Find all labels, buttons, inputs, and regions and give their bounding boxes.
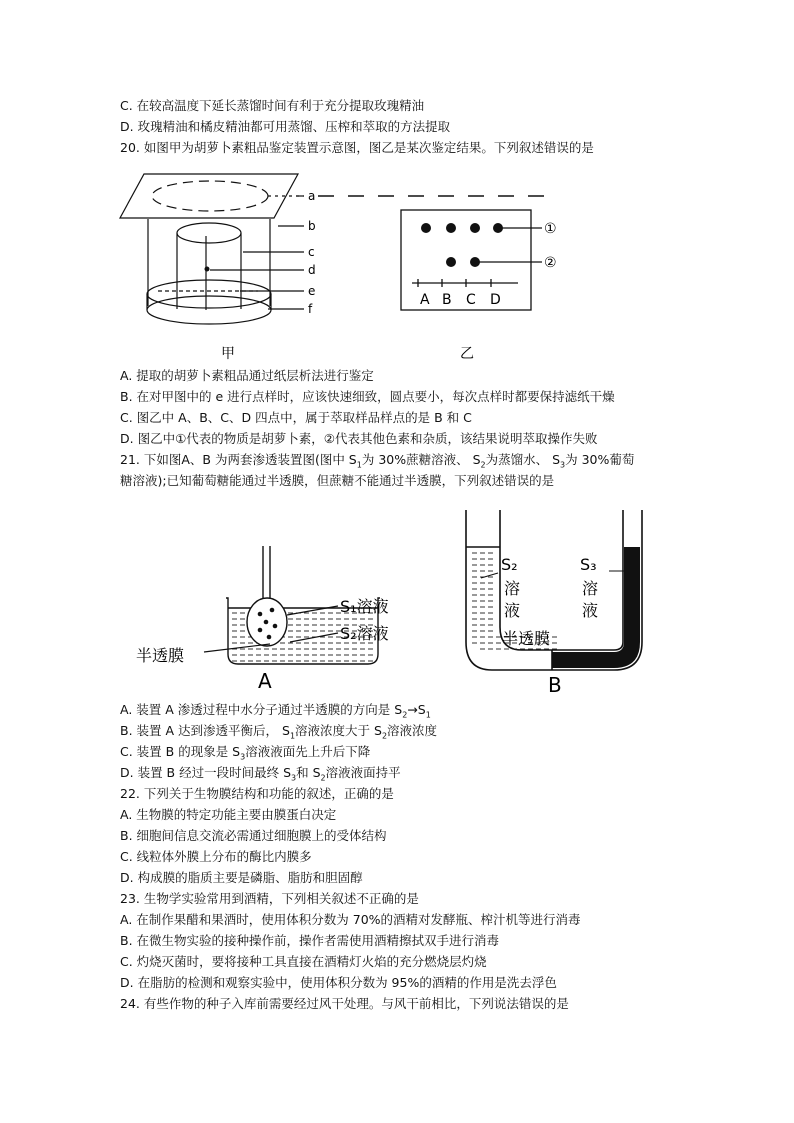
option-d-line: D. 玫瑰精油和橘皮精油都可用蒸馏、压榨和萃取的方法提取 [120, 119, 451, 134]
label-b: b [308, 219, 316, 233]
rong-label-b1: 溶 [504, 579, 521, 598]
option-22c: C. 线粒体外膜上分布的酶比内膜多 [120, 849, 312, 864]
jia-caption: 甲 [221, 346, 235, 362]
point-label-a: A [420, 292, 430, 308]
apparatus-b [466, 510, 642, 670]
s2-label-b: S₂ [501, 555, 518, 574]
option-20a: A. 提取的胡萝卜素粗品通过纸层析法进行鉴定 [120, 368, 374, 383]
label-e: e [308, 284, 316, 298]
option-c-line: C. 在较高温度下延长蒸馏时间有利于充分提取玫瑰精油 [120, 98, 425, 113]
ye-label-b2: 液 [582, 601, 599, 620]
apparatus-b-caption: B [548, 673, 562, 694]
membrane-b-label: 半透膜 [502, 629, 551, 648]
question-20: 20. 如图甲为胡萝卜素粗品鉴定装置示意图，图乙是某次鉴定结果。下列叙述错误的是 [120, 140, 594, 155]
option-22d: D. 构成膜的脂质主要是磷脂、脂肪和胆固醇 [120, 870, 363, 885]
membrane-a-label: 半透膜 [136, 646, 185, 665]
label-d: d [308, 263, 316, 277]
s3-label-b: S₃ [580, 555, 597, 574]
point-label-b: B [442, 292, 452, 308]
s2-solution-label: S₂溶液 [340, 624, 389, 643]
point-label-c: C [466, 292, 476, 308]
option-21b: B. 装置 A 达到渗透平衡后， $S_1$溶液浓度大于 $S_2$溶液浓度 [120, 723, 438, 741]
option-22b: B. 细胞间信息交流必需通过细胞膜上的受体结构 [120, 828, 387, 843]
s1-solution-label: S₁溶液 [340, 597, 389, 616]
option-20d: D. 图乙中①代表的物质是胡萝卜素，②代表其他色素和杂质，该结果说明萃取操作失败 [120, 431, 598, 446]
question-22: 22. 下列关于生物膜结构和功能的叙述，正确的是 [120, 786, 394, 801]
apparatus-a-caption: A [258, 669, 272, 693]
label-f: f [308, 302, 313, 316]
option-23d: D. 在脂肪的检测和观察实验中，使用体积分数为 95%的酒精的作用是洗去浮色 [120, 975, 557, 990]
yi-caption: 乙 [460, 346, 474, 362]
option-22a: A. 生物膜的特定功能主要由膜蛋白决定 [120, 807, 337, 822]
option-21d: D. 装置 B 经过一段时间最终 $S_3$和 $S_2$溶液液面持平 [120, 765, 401, 783]
question-21-line2: 糖溶液);已知葡萄糖能通过半透膜，但蔗糖不能通过半透膜，下列叙述错误的是 [120, 473, 555, 488]
option-21a: A. 装置 A 渗透过程中水分子通过半透膜的方向是 $S_2\to S_1$ [120, 702, 431, 720]
label-a: a [308, 189, 316, 203]
label-c: c [308, 245, 315, 259]
point-label-d: D [490, 292, 501, 308]
question-21: 21. 下如图A、B 为两套渗透装置图(图中 $S_1$为 30%蔗糖溶液、 $S_2$为蒸馏水、 $S_3$为 30%葡萄 [120, 452, 635, 470]
figure-20 [118, 166, 558, 366]
option-20c: C. 图乙中 A、B、C、D 四点中，属于萃取样品样点的是 B 和 C [120, 410, 472, 425]
question-23: 23. 生物学实验常用到酒精，下列相关叙述不正确的是 [120, 891, 419, 906]
option-23c: C. 灼烧灭菌时，要将接种工具直接在酒精灯火焰的充分燃烧层灼烧 [120, 954, 487, 969]
circled-two: ② [544, 255, 557, 271]
question-24: 24. 有些作物的种子入库前需要经过风干处理。与风干前相比，下列说法错误的是 [120, 996, 569, 1011]
option-23a: A. 在制作果醋和果酒时，使用体积分数为 70%的酒精对发酵瓶、榨汁机等进行消毒 [120, 912, 581, 927]
rong-label-b2: 溶 [582, 579, 599, 598]
option-21c: C. 装置 B 的现象是 $S_3$溶液液面先上升后下降 [120, 744, 371, 762]
ye-label-b1: 液 [504, 601, 521, 620]
option-23b: B. 在微生物实验的接种操作前，操作者需使用酒精擦拭双手进行消毒 [120, 933, 500, 948]
figure-21 [120, 502, 650, 694]
option-20b: B. 在对甲图中的 e 进行点样时，应该快速细致，圆点要小，每次点样时都要保持滤纸干燥 [120, 389, 615, 404]
circled-one: ① [544, 221, 557, 237]
